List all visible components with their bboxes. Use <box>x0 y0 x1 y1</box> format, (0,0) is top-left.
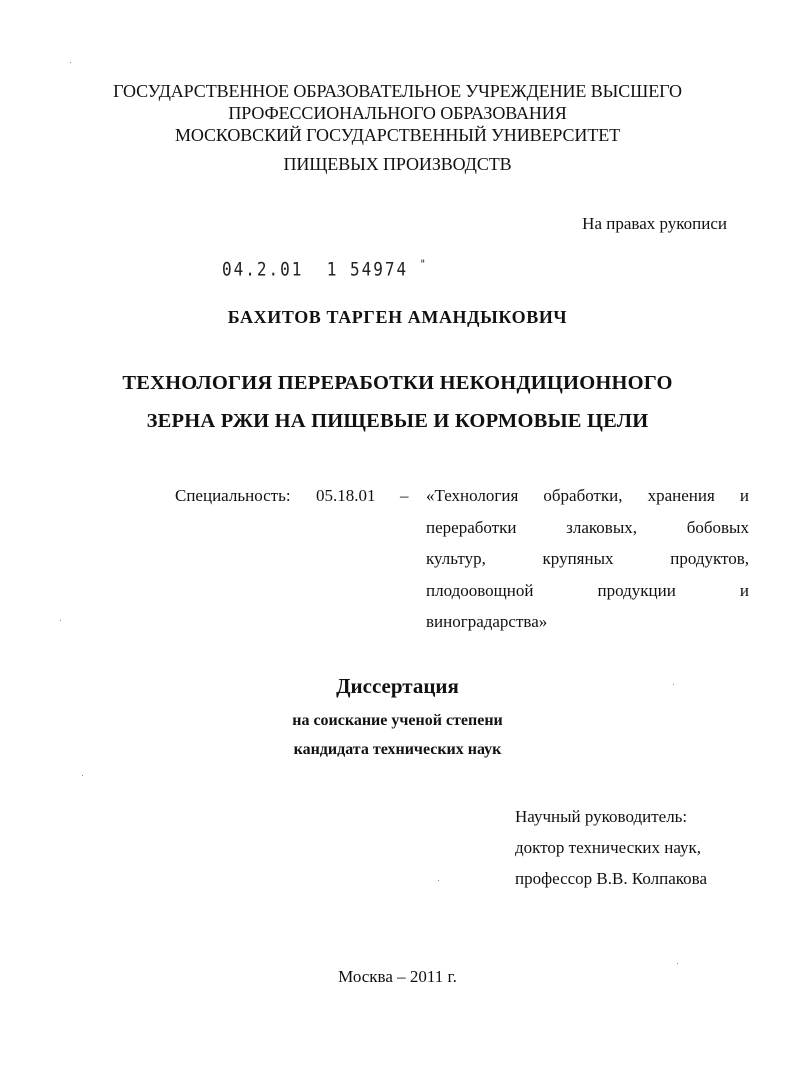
specialty-line <box>426 575 749 607</box>
supervisor-line-2: доктор технических наук, <box>515 838 702 857</box>
institution-line-1: ГОСУДАРСТВЕННОЕ ОБРАЗОВАТЕЛЬНОЕ УЧРЕЖДЕНИЕ ВЫСШЕГО <box>113 81 682 101</box>
specialty-word: культур, <box>426 549 486 568</box>
supervisor-line-3: профессор В.В. Колпакова <box>515 869 707 888</box>
stamp-mark: " <box>419 258 426 272</box>
specialty-word: продукции <box>597 580 676 600</box>
supervisor-line-1: Научный руководитель: <box>515 807 688 826</box>
stamp-number: 04.2.01 1 54974 <box>222 258 409 280</box>
title-line-1: ТЕХНОЛОГИЯ ПЕРЕРАБОТКИ НЕКОНДИЦИОННОГО <box>122 372 673 394</box>
library-stamp <box>222 258 426 280</box>
institution-line-2: ПРОФЕССИОНАЛЬНОГО ОБРАЗОВАНИЯ <box>228 103 567 123</box>
specialty-word: продуктов, <box>670 549 749 568</box>
scan-speck <box>677 963 678 964</box>
degree-line-2: кандидата технических наук <box>293 741 502 758</box>
title-line-2: ЗЕРНА РЖИ НА ПИЩЕВЫЕ И КОРМОВЫЕ ЦЕЛИ <box>146 410 649 432</box>
institution-line-3: МОСКОВСКИЙ ГОСУДАРСТВЕННЫЙ УНИВЕРСИТЕТ <box>174 125 621 145</box>
specialty-word: виноградарства» <box>426 612 548 631</box>
scan-speck <box>82 775 83 776</box>
scan-speck <box>438 880 439 881</box>
rights-note: На правах рукописи <box>582 214 727 233</box>
degree-line-1: на соискание ученой степени <box>292 712 503 729</box>
dissertation-heading: Диссертация <box>336 674 459 698</box>
specialty-code: 05.18.01 <box>316 486 376 505</box>
specialty-label: Специальность: <box>175 486 291 505</box>
specialty-word: и <box>739 580 749 600</box>
specialty-word: крупяных <box>542 549 614 568</box>
scan-speck <box>673 684 674 685</box>
specialty-word: обработки, <box>543 486 623 505</box>
specialty-dash: – <box>400 486 409 505</box>
degree-block <box>0 706 795 764</box>
specialty-description <box>426 480 749 638</box>
specialty-word: переработки <box>426 517 517 537</box>
dissertation-title <box>0 364 795 440</box>
specialty-word: хранения <box>647 486 715 505</box>
scan-speck <box>60 620 61 621</box>
specialty-line <box>426 480 749 512</box>
specialty-word: злаковых, <box>566 517 638 537</box>
specialty-word: и <box>739 486 749 505</box>
specialty-word: бобовых <box>686 517 749 537</box>
specialty-word: «Технология <box>426 486 519 505</box>
specialty-line <box>426 543 749 575</box>
specialty-line <box>426 512 749 544</box>
city-year: Москва – 2011 г. <box>338 967 457 986</box>
specialty-word: плодоовощной <box>426 580 534 600</box>
supervisor-block <box>515 801 707 894</box>
scan-speck <box>70 62 71 63</box>
author-name: БАХИТОВ ТАРГЕН АМАНДЫКОВИЧ <box>227 307 568 327</box>
specialty-line <box>426 606 749 638</box>
institution-line-4: ПИЩЕВЫХ ПРОИЗВОДСТВ <box>283 154 512 174</box>
